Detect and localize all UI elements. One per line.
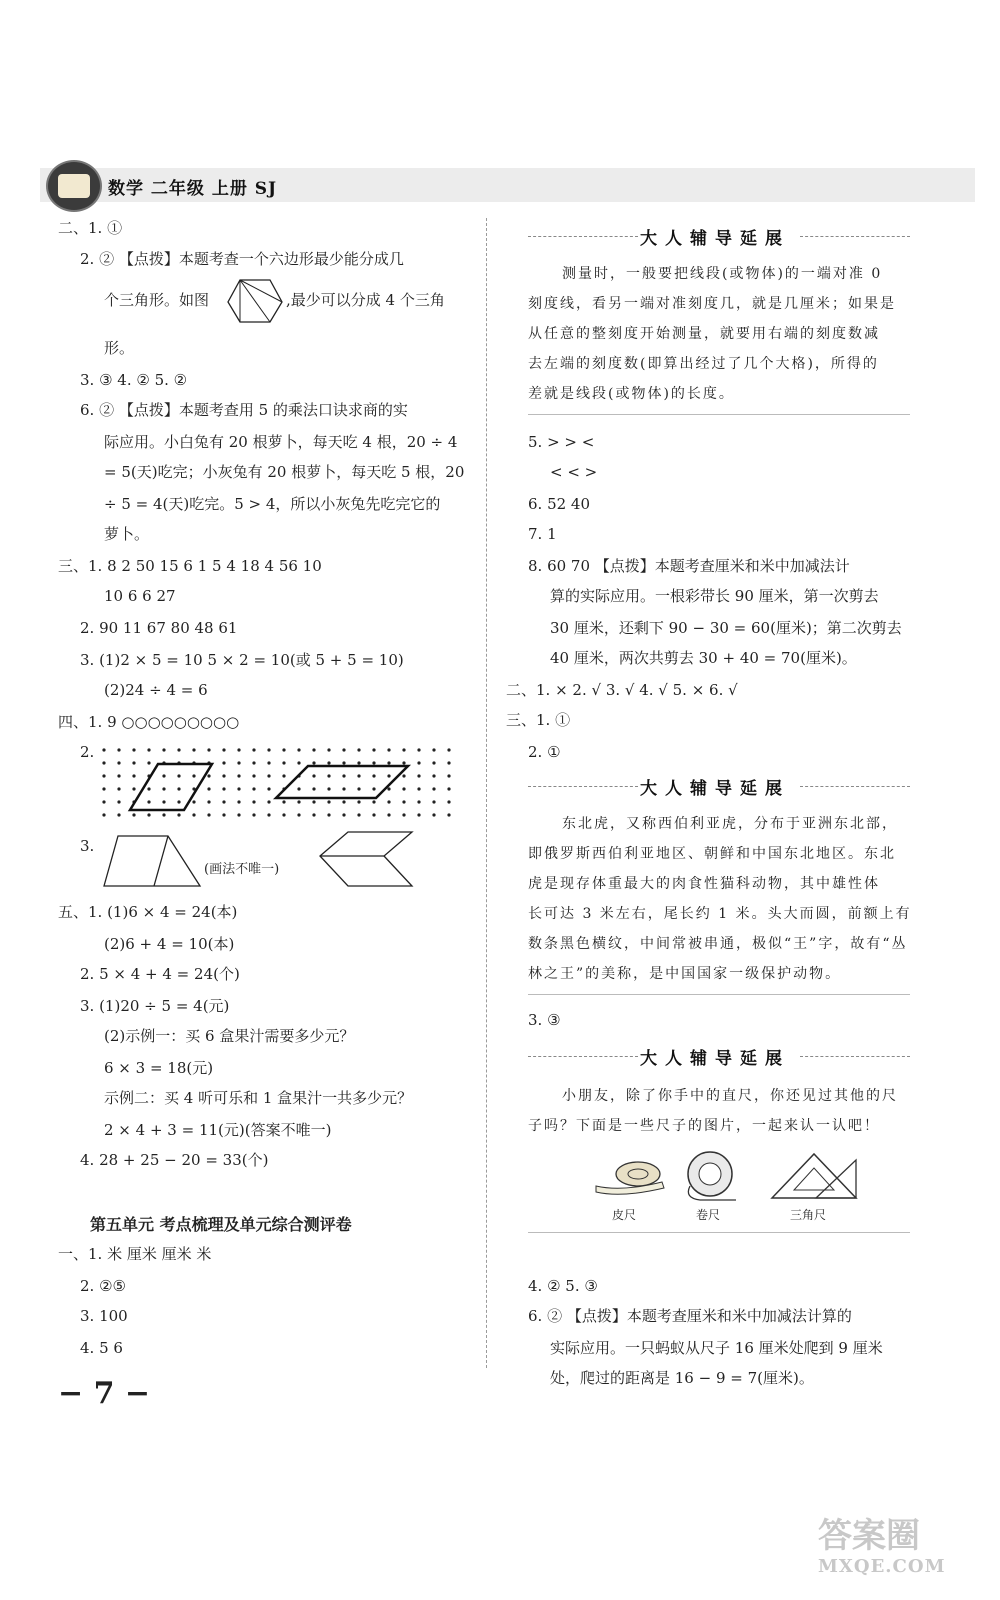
answer-line: 形。 (104, 339, 135, 357)
box-text: 从任意的整刻度开始测量，就要用右端的刻度数减 (528, 326, 880, 342)
grid-dot (297, 787, 300, 790)
grid-dot (192, 748, 195, 751)
trapezoid-split-figure (96, 826, 206, 890)
grid-dot (432, 800, 435, 803)
grid-dot (177, 813, 180, 816)
box-bottom-rule (528, 414, 910, 415)
grid-dot (312, 748, 315, 751)
grid-dot (327, 748, 330, 751)
grid-dot (252, 774, 255, 777)
answer-line: ,最少可以分成 4 个三角 (286, 291, 445, 309)
grid-dot (102, 813, 105, 816)
answer-line: 7. 1 (528, 525, 557, 543)
grid-dot (162, 813, 165, 816)
answer-line: 三、1. 8 2 50 15 6 1 5 4 18 4 56 10 (58, 557, 322, 575)
grid-dot (417, 800, 420, 803)
grid-dot (207, 800, 210, 803)
publisher-logo (46, 160, 102, 212)
grid-dot (102, 748, 105, 751)
grid-dot (372, 800, 375, 803)
box-bottom-rule (528, 1232, 910, 1233)
box-text: 长可达 3 米左右，尾长约 1 米。头大而圆，前额上有 (528, 906, 912, 922)
grid-dot (372, 761, 375, 764)
grid-dot (372, 787, 375, 790)
grid-dot (117, 813, 120, 816)
answer-line: 萝卜。 (104, 525, 150, 543)
grid-dot (402, 748, 405, 751)
answer-line: 三、1. ① (506, 711, 571, 729)
grid-dot (147, 787, 150, 790)
grid-dot (267, 774, 270, 777)
grid-dot (252, 761, 255, 764)
grid-dot (447, 748, 450, 751)
grid-dot (372, 774, 375, 777)
answer-line: 2. ② 【点拨】本题考查一个六边形最少能分成几 (80, 250, 404, 268)
grid-dot (387, 774, 390, 777)
column-divider (486, 218, 487, 1368)
answer-line: 6. ② 【点拨】本题考查用 5 的乘法口诀求商的实 (80, 401, 408, 419)
answer-line: 10 6 6 27 (104, 587, 176, 605)
grid-dot (267, 787, 270, 790)
grid-dot (177, 774, 180, 777)
answer-line: < < > (550, 463, 598, 481)
grid-dot (432, 774, 435, 777)
grid-dot (162, 774, 165, 777)
grid-dot (357, 800, 360, 803)
grid-dot (447, 800, 450, 803)
answer-line: (2)24 ÷ 4 = 6 (104, 681, 208, 699)
grid-dot (117, 774, 120, 777)
answer-line: 6. ② 【点拨】本题考查厘米和米中加减法计算的 (528, 1307, 852, 1325)
box-text: 测量时，一般要把线段(或物体)的一端对准 0 (562, 266, 883, 282)
grid-dot (252, 800, 255, 803)
answer-line: (2)示例一：买 6 盒果汁需要多少元？ (104, 1027, 355, 1045)
page-number: − 7 − (58, 1376, 151, 1411)
grid-dot (207, 813, 210, 816)
grid-dot (252, 748, 255, 751)
grid-dot (222, 813, 225, 816)
box-text: 林之王”的美称，是中国国家一级保护动物。 (528, 966, 842, 982)
grid-dot (222, 761, 225, 764)
grid-dot (102, 800, 105, 803)
grid-dot (117, 761, 120, 764)
grid-dot (357, 761, 360, 764)
grid-dot (447, 787, 450, 790)
answer-line: 2. ① (528, 743, 561, 761)
grid-dot (192, 813, 195, 816)
grid-dot (207, 748, 210, 751)
grid-dot (207, 787, 210, 790)
grid-dot (297, 813, 300, 816)
grid-dot (342, 748, 345, 751)
box-title-rule (800, 786, 910, 787)
header-title: 数学 二年级 上册 SJ (108, 179, 278, 199)
grid-dot (432, 748, 435, 751)
answer-line: 3. ③ 4. ② 5. ② (80, 371, 188, 389)
caption-juanchi: 卷尺 (696, 1208, 721, 1222)
box-text: 刻度线，看另一端对准刻度几，就是几厘米；如果是 (528, 296, 896, 312)
grid-dot (327, 761, 330, 764)
hexagon-split-figure (314, 826, 418, 890)
grid-dot (342, 813, 345, 816)
grid-dot (252, 813, 255, 816)
grid-dot (447, 813, 450, 816)
grid-dot (327, 813, 330, 816)
grid-dot (147, 800, 150, 803)
answer-line: 际应用。小白兔有 20 根萝卜，每天吃 4 根，20 ÷ 4 (104, 433, 458, 451)
box-title-rule (528, 1056, 638, 1057)
grid-dot (402, 800, 405, 803)
box-title-rule (800, 236, 910, 237)
grid-dot (222, 774, 225, 777)
grid-dot (387, 761, 390, 764)
answer-line: 4. 28 + 25 − 20 = 33(个) (80, 1151, 269, 1169)
grid-dot (342, 761, 345, 764)
grid-dot (222, 800, 225, 803)
grid-dot (312, 761, 315, 764)
tape-measure-image (592, 1152, 672, 1198)
grid-dot (102, 761, 105, 764)
grid-dot (132, 748, 135, 751)
answer-line: 2. 90 11 67 80 48 61 (80, 619, 238, 637)
box-title-rule (800, 1056, 910, 1057)
grid-dot (282, 748, 285, 751)
grid-dot (312, 774, 315, 777)
answer-line: 示例二：买 4 听可乐和 1 盒果汁一共多少元？ (104, 1089, 413, 1107)
grid-dot (117, 787, 120, 790)
grid-dot (357, 774, 360, 777)
grid-dot (282, 800, 285, 803)
grid-dot (267, 800, 270, 803)
grid-dot (237, 787, 240, 790)
answer-line: 2 × 4 + 3 = 11(元)(答案不唯一) (104, 1121, 332, 1139)
grid-dot (237, 748, 240, 751)
grid-dot (327, 787, 330, 790)
grid-dot (372, 748, 375, 751)
roll-ruler-image (676, 1146, 742, 1204)
hexagon-figure (226, 276, 284, 326)
box-text: 虎是现存体重最大的肉食性猫科动物，其中雄性体 (528, 876, 880, 892)
grid-dot (237, 813, 240, 816)
grid-dot (387, 813, 390, 816)
grid-dot (387, 748, 390, 751)
answer-line: 实际应用。一只蚂蚁从尺子 16 厘米处爬到 9 厘米 (550, 1339, 883, 1357)
grid-dot (417, 787, 420, 790)
grid-dot (282, 761, 285, 764)
grid-dot (237, 761, 240, 764)
grid-dot (417, 813, 420, 816)
box-title-rule (528, 786, 638, 787)
grid-dot (297, 761, 300, 764)
grid-dot (267, 813, 270, 816)
grid-dot (207, 774, 210, 777)
answer-line: 3. (1)2 × 5 = 10 5 × 2 = 10(或 5 + 5 = 10) (80, 651, 404, 669)
grid-dot (417, 748, 420, 751)
answer-line: 二、1. × 2. √ 3. √ 4. √ 5. × 6. √ (506, 681, 738, 699)
answer-line: 3. ③ (528, 1011, 561, 1029)
grid-dot (297, 748, 300, 751)
grid-dot (222, 748, 225, 751)
grid-dot (162, 787, 165, 790)
answer-line: (画法不唯一) (204, 862, 280, 877)
answer-line: 3. 100 (80, 1307, 128, 1325)
answer-line: 3. (1)20 ÷ 5 = 4(元) (80, 997, 230, 1015)
grid-dot (267, 761, 270, 764)
grid-dot (447, 761, 450, 764)
grid-dot (222, 787, 225, 790)
grid-dot (117, 800, 120, 803)
answer-line: 3. (80, 837, 95, 855)
grid-dot (387, 800, 390, 803)
grid-dot (147, 813, 150, 816)
answer-line: 算的实际应用。一根彩带长 90 厘米，第一次剪去 (550, 587, 879, 605)
grid-dot (102, 774, 105, 777)
watermark-cn: 答案圈 (818, 1516, 920, 1556)
answer-line: 6. 52 40 (528, 495, 591, 513)
grid-dot (162, 748, 165, 751)
answer-line: 6 × 3 = 18(元) (104, 1059, 214, 1077)
grid-dot (297, 800, 300, 803)
answer-line: 40 厘米，两次共剪去 30 + 40 = 70(厘米)。 (550, 649, 857, 667)
grid-dot (192, 800, 195, 803)
box-title: 大人辅导延展 (640, 229, 790, 249)
box-title: 大人辅导延展 (640, 779, 790, 799)
grid-dot (132, 761, 135, 764)
grid-dot (402, 761, 405, 764)
grid-dot (177, 787, 180, 790)
answer-line: 2. ②⑤ (80, 1277, 126, 1295)
answer-line: 五、1. (1)6 × 4 = 24(本) (58, 903, 238, 921)
grid-dot (177, 748, 180, 751)
answer-line: 4. 5 6 (80, 1339, 123, 1357)
grid-dot (357, 748, 360, 751)
answer-line: = 5(天)吃完；小灰兔有 20 根萝卜，每天吃 5 根，20 (104, 463, 465, 481)
grid-dot (432, 813, 435, 816)
box-title: 大人辅导延展 (640, 1049, 790, 1069)
box-text: 去左端的刻度数(即算出经过了几个大格)，所得的 (528, 356, 879, 372)
grid-dot (342, 787, 345, 790)
grid-dot (327, 774, 330, 777)
section-title: 第五单元 考点梳理及单元综合测评卷 (90, 1215, 352, 1234)
answer-line: 处，爬过的距离是 16 − 9 = 7(厘米)。 (550, 1369, 814, 1387)
grid-dot (192, 774, 195, 777)
grid-dot (177, 800, 180, 803)
grid-dot (402, 774, 405, 777)
grid-dot (357, 813, 360, 816)
answer-line: 8. 60 70 【点拨】本题考查厘米和米中加减法计 (528, 557, 850, 575)
answer-line: (2)6 + 4 = 10(本) (104, 935, 235, 953)
answer-line: ÷ 5 = 4(天)吃完。5 > 4，所以小灰兔先吃完它的 (104, 495, 441, 513)
grid-dot (357, 787, 360, 790)
answer-line: 四、1. 9 ○○○○○○○○○ (58, 713, 240, 731)
grid-dot (282, 813, 285, 816)
grid-dot (237, 800, 240, 803)
grid-dot (162, 800, 165, 803)
answer-line: 2. (80, 743, 95, 761)
answer-line: 一、1. 米 厘米 厘米 米 (58, 1245, 212, 1263)
box-bottom-rule (528, 994, 910, 995)
answer-line: 30 厘米，还剩下 90 − 30 = 60(厘米)；第二次剪去 (550, 619, 902, 637)
grid-dot (432, 787, 435, 790)
answer-line: 个三角形。如图 (104, 291, 210, 309)
grid-dot (147, 748, 150, 751)
box-text: 子吗？下面是一些尺子的图片，一起来认一认吧！ (528, 1118, 880, 1134)
grid-dot (132, 774, 135, 777)
grid-dot (417, 761, 420, 764)
grid-dot (267, 748, 270, 751)
grid-dot (342, 800, 345, 803)
grid-dot (402, 787, 405, 790)
box-text: 小朋友，除了你手中的直尺，你还见过其他的尺 (562, 1088, 898, 1104)
grid-dot (372, 813, 375, 816)
dot-grid-parallelograms (100, 744, 470, 824)
grid-dot (132, 787, 135, 790)
grid-dot (282, 774, 285, 777)
grid-dot (342, 774, 345, 777)
triangle-ruler-image (768, 1150, 858, 1202)
box-text: 数条黑色横纹，中间常被串通，极似“王”字，故有“丛 (528, 936, 908, 952)
watermark-en: MXQE.COM (818, 1556, 946, 1577)
grid-dot (102, 787, 105, 790)
grid-dot (447, 774, 450, 777)
grid-dot (312, 787, 315, 790)
box-text: 东北虎，又称西伯利亚虎，分布于亚洲东北部， (562, 816, 898, 832)
answer-line: 4. ② 5. ③ (528, 1277, 598, 1295)
answer-line: 2. 5 × 4 + 4 = 24(个) (80, 965, 240, 983)
caption-pichi: 皮尺 (612, 1208, 637, 1222)
grid-dot (237, 774, 240, 777)
grid-dot (327, 800, 330, 803)
grid-dot (432, 761, 435, 764)
answer-line: 5. > > < (528, 433, 595, 451)
box-text: 即俄罗斯西伯利亚地区、朝鲜和中国东北地区。东北 (528, 846, 896, 862)
answer-line: 二、1. ① (58, 219, 123, 237)
grid-dot (417, 774, 420, 777)
grid-dot (147, 761, 150, 764)
caption-sanjiaochi: 三角尺 (790, 1208, 827, 1222)
box-title-rule (528, 236, 638, 237)
grid-dot (312, 813, 315, 816)
grid-dot (132, 813, 135, 816)
grid-dot (312, 800, 315, 803)
box-text: 差就是线段(或物体)的长度。 (528, 386, 735, 402)
grid-dot (252, 787, 255, 790)
grid-dot (402, 813, 405, 816)
grid-dot (117, 748, 120, 751)
